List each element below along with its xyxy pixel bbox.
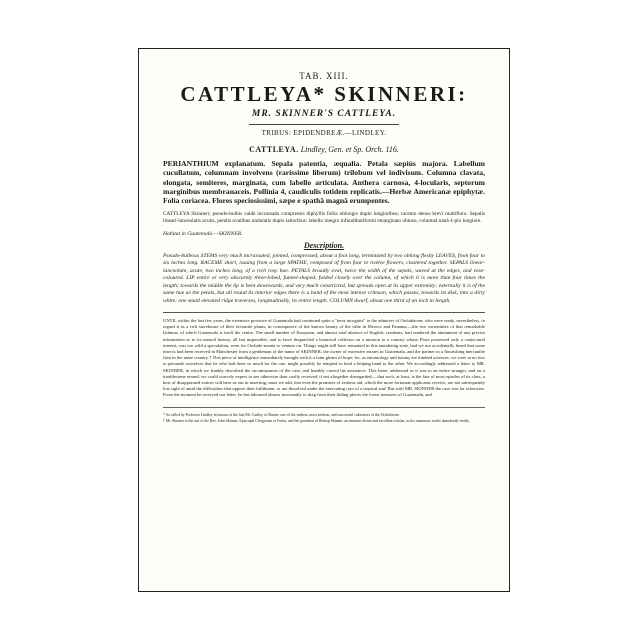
footnote: * So called by Professor Lindley in honour of the late Mr. Cattley, of Barnet, one of the earliest, most zealous, and successful cultivators of the Orchidaceæ. xyxy=(163,412,400,417)
section-divider xyxy=(163,312,485,313)
plate-title: CATTLEYA* SKINNERI: xyxy=(180,82,468,106)
genus-line xyxy=(163,145,485,154)
footnotes xyxy=(163,407,485,424)
title-divider xyxy=(249,124,399,125)
habitat-line: Habitat in Guatemalâ.—SKINNER. xyxy=(163,231,243,238)
common-name: MR. SKINNER'S CATTLEYA. xyxy=(251,109,397,119)
genus-diagnosis: PERIANTHIUM explanatum. Sepala patentia, æqualia. Petala sæpiùs majora. Labellum cucullatum, columnam involvens (rarissime liberum) trilobum vel indivisum. Columna clavata, elongata, semiteres, marginata, cum labello articulata. Anthera carnosa, 4-locularis, septorum marginibus membranaceis. Pollinia 4, caudiculis totidem replicatis.—Herbæ Americanæ epiphytæ. Folia coriacea. Flores speciosissimi, sæpe e spathâ magnâ erumpentes. xyxy=(163,159,485,206)
genus-name: CATTLEYA. xyxy=(249,145,299,154)
tribe-line: TRIBUS: EPIDENDREÆ.—LINDLEY. xyxy=(261,129,387,137)
description-text: Pseudo-bulbous STEMS very much incrassated, jointed, compressed, about a foot long, terminated by two oblong fleshy LEAVES, from four to six inches long. RACEME short, issuing from a large SPATHE, composed of from four to twelve flowers, clustered together. SEPALS linear-lanceolate, acute, two inches long, of a rich rosy hue. PETALS broadly oval, twice the width of the sepals, waved at the edges, and rose-coloured. LIP entire or very obscurely three-lobed, funnel-shaped, folded closely over the column, of which it is more than four times the length; towards the middle the lip is bent downwards, and very much constricted, but spreads open at its upper extremity; externally it is of the same hue as the petals, but all round its interior edges there is a band of the most intense crimson, which passes, towards its disk, into a dirty white; one small elevated ridge traverses, longitudinally, its entire length. COLUMN dwarf, about one third of an inch in length. xyxy=(163,253,485,304)
genus-reference: Lindley, Gen. et Sp. Orch. 116. xyxy=(300,145,399,154)
plate-number: TAB. XIII. xyxy=(299,71,349,81)
footnote: † Mr. Skinner is the son of the Rev. John Skinner, Episcopal Clergyman at Forfar, and the grandson of Bishop Skinner, an eminent divine and excellent scholar, as his numerous works abundantly testify. xyxy=(163,418,470,423)
description-heading: Description. xyxy=(303,241,345,251)
plate-page xyxy=(138,48,510,592)
body-text: UNTIL within the last few years, the extensive province of Guatemala had continued quite a "terra incognita" to the admirers of Orchidaceæ, who were ready, nevertheless, to regard it as a rich storehouse of their favourite plants, in consequence of the known beauty of the tribe in Mexico and Panama,—the two extremities of that remarkable Isthmus, of which Guatemala is itself the centre. The small number of European, and almost total absence of English, residents, had rendered the attainment of any precise information as to its natural history, all but impossible; and to have despatched a botanical collector on a mission to a country whose Flora possessed only a conjectural interest, was too wild a speculation, even for Orchido-mania to venture on. Things might still have remained in this tantalizing state, had we not accidentally heard that some insects had been received in Manchester from a gentleman of the name of SKINNER, the owner of extensive estates in Guatemala, and the partner in a flourishing mercantile firm in the same country.† This piece of intelligence immediately brought with it a faint gleam of hope; for, as entomology and botany are kindred sciences, we were at no loss to persuade ourselves that he who had done so much for the one, might possibly be tempted to lend a helping hand to the other. We accordingly addressed a letter to MR. SKINNER, in which we frankly described the circumstances of the case, and humbly craved his assistance. This letter, addressed as it was to an entire stranger, and on a troublesome errand, we could scarcely expect to see otherwise than coolly received, if not altogether disregarded;—that such, at least, is the fate of most epistles of its class, a host of disappointed suitors will bear us out in asserting; must we add, that even the promises of zealous aid, which the more fortunate applicants receive, are not unfrequently lost sight of amid the difficulties that oppose their fulfilment, or are dissolved under the enervating rays of a tropical sun! But with MR. SKINNER the case was far otherwise. From the moment he received our letter, he has laboured almost incessantly to drag from their hiding places the forest treasures of Guatemala, and xyxy=(163,317,485,398)
specific-character: CATTLEYA Skinneri; pseudo-bulbis valdè incrassatis compressis diphyllis foliis oblongis duplo longioribus; racemo denso brevi multifloro. Sepalis lineari-lanceolatis acutis, petalis ovalibus undulatis duplo latioribus: labello integro infundibuliformi emarginato obtuso, columnâ nanâ 4-plo longiore. xyxy=(163,211,485,225)
